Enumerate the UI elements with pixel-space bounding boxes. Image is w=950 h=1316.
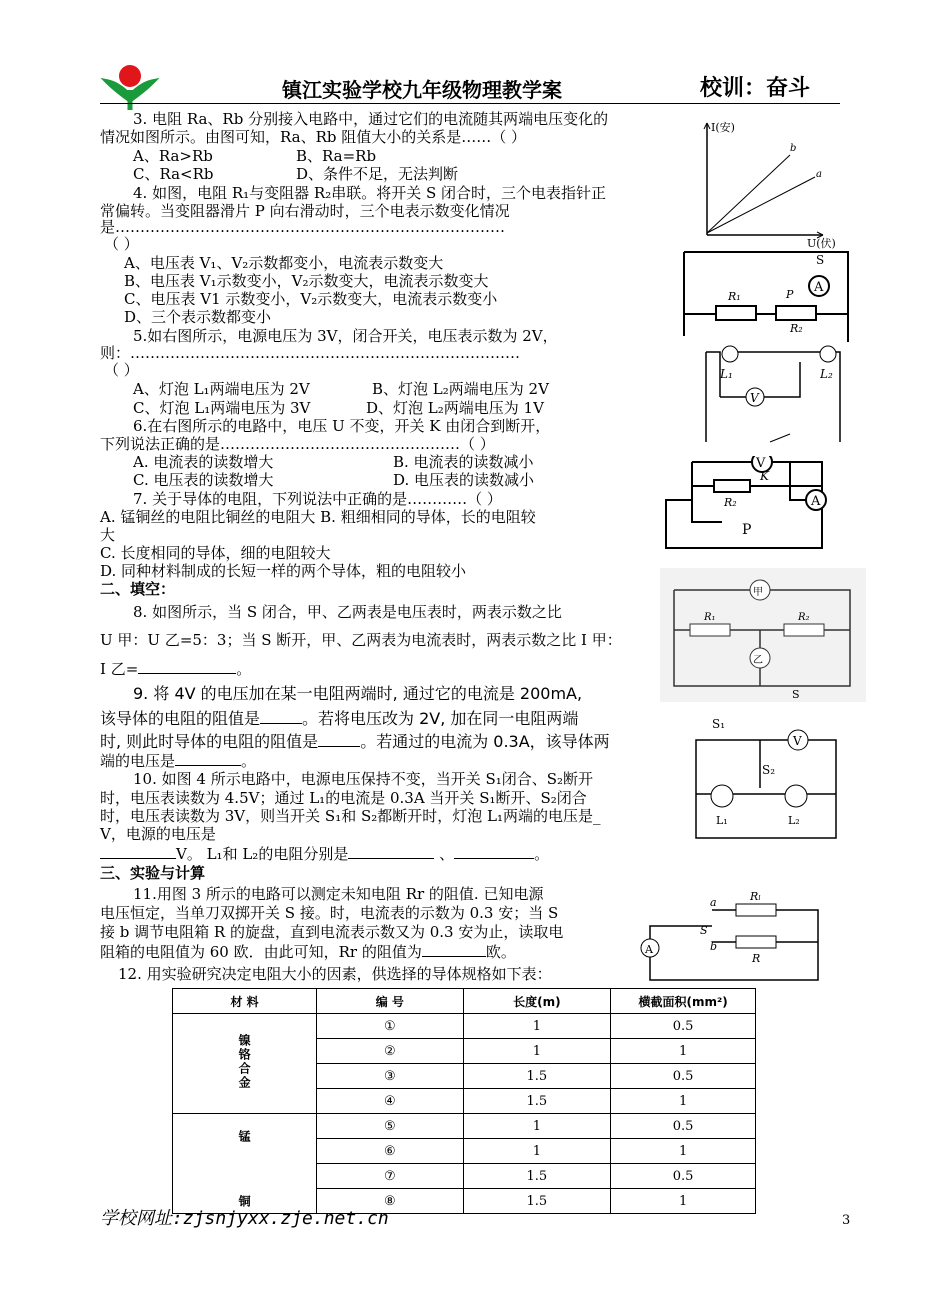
fig6-l1: L₁ — [716, 814, 728, 827]
cell-area: 0.5 — [611, 1164, 756, 1189]
cell-no: ⑥ — [317, 1139, 463, 1164]
table-header-length: 长度(m) — [463, 989, 611, 1014]
q11-line1: 11.用图 3 所示的电路可以测定未知电阻 Rr 的阻值. 已知电源 — [133, 885, 544, 903]
cell-area: 0.5 — [611, 1064, 756, 1089]
q10-line5: V。 L₁和 L₂的电阻分别是 、 。 — [100, 844, 549, 863]
fig4-r2: R₂ — [724, 496, 737, 509]
q4-option-a: A、电压表 V₁、V₂示数都变小，电流表示数变大 — [124, 254, 444, 272]
q4-line4: （ ） — [104, 235, 139, 253]
cell-length: 1 — [463, 1114, 611, 1139]
q4-line2: 常偏转。当变阻器滑片 P 向右滑动时，三个电表示数变化情况 — [100, 202, 510, 220]
fig6-s2: S₂ — [762, 763, 776, 777]
fig5-s: S — [792, 688, 800, 701]
fig6-v: V — [793, 734, 802, 748]
q9-line1: 9. 将 4V 的电压加在某一电阻两端时, 通过它的电流是 200mA, — [133, 684, 583, 703]
fig1-ylabel: I(安) — [711, 121, 735, 134]
q4-option-c: C、电压表 V1 示数变小，V₂示数变大，电流表示数变小 — [124, 290, 498, 308]
cell-no: ⑤ — [317, 1114, 463, 1139]
cell-area: 1 — [611, 1139, 756, 1164]
q12-line1: 12. 用实验研究决定电阻大小的因素，供选择的导体规格如下表： — [118, 965, 552, 983]
fig2-r2: R₂ — [790, 322, 803, 335]
table-row — [173, 1014, 756, 1039]
material-manganese: 锰 — [173, 1114, 317, 1164]
fig6-s1: S₁ — [712, 717, 726, 731]
fig5-r2: R₂ — [798, 612, 810, 623]
q7-option-d: D. 同种材料制成的长短一样的两个导体，粗的电阻较小 — [100, 562, 467, 580]
q9-answer-blank-1[interactable] — [260, 709, 302, 724]
q6-option-a: A. 电流表的读数增大 — [133, 453, 274, 471]
q6-option-d: D. 电压表的读数减小 — [393, 471, 535, 489]
fig5-jia: 甲 — [753, 587, 763, 598]
cell-length: 1.5 — [463, 1189, 611, 1214]
figure-q5-circuit — [700, 342, 860, 444]
fig1-label-a: a — [816, 169, 822, 180]
cell-length: 1.5 — [463, 1064, 611, 1089]
page-number: 3 — [842, 1213, 851, 1228]
q8-answer-blank[interactable] — [138, 659, 236, 674]
conductor-spec-table — [172, 988, 756, 1214]
q10-answer-blank-3[interactable] — [454, 844, 534, 859]
q4-line3: 是…………………………………………………………………… — [100, 218, 506, 236]
cell-area: 1 — [611, 1089, 756, 1114]
q9-answer-blank-2[interactable] — [318, 732, 360, 747]
q3-option-a: A、Ra>Rb — [133, 147, 213, 165]
fig6-l2: L₂ — [788, 814, 800, 827]
q7-option-c: C. 长度相同的导体，细的电阻较大 — [100, 544, 331, 562]
cell-length: 1.5 — [463, 1164, 611, 1189]
q5-option-c: C、灯泡 L₁两端电压为 3V — [133, 399, 311, 417]
footer-site: 学校网址:zjsnjyxx.zje.net.cn — [100, 1208, 389, 1229]
material-copper: 铜 — [173, 1164, 317, 1214]
q9-line4: 端的电压是 。 — [100, 752, 257, 770]
fig7-r: R — [752, 952, 761, 965]
q5-line2: 则：…………………………………………………………………… — [100, 344, 521, 362]
q3-line1: 3. 电阻 Ra、Rb 分别接入电路中，通过它们的电流随其两端电压变化的 — [133, 110, 609, 128]
fig1-xlabel: U(伏) — [807, 237, 836, 250]
q10-line4: V，电源的电压是 — [100, 825, 216, 843]
table-row — [173, 1164, 756, 1189]
q8-line1: 8. 如图所示，当 S 闭合，甲、乙两表是电压表时，两表示数之比 — [133, 603, 562, 621]
q7-option-a-cont: 大 — [100, 526, 116, 544]
fig5-yi: 乙 — [753, 655, 763, 666]
cell-no: ② — [317, 1039, 463, 1064]
q6-line2: 下列说法正确的是…………………………………………（ ） — [100, 435, 495, 453]
figure-q4-circuit — [676, 246, 856, 346]
q6-option-c: C. 电压表的读数增大 — [133, 471, 274, 489]
q11-line3: 接 b 调节电阻箱 R 的旋盘，直到电流表示数又为 0.3 安为止，读取电 — [100, 923, 564, 941]
q3-option-d: D、条件不足，无法判断 — [296, 165, 459, 183]
table-header-row — [173, 989, 756, 1014]
q3-option-b: B、Ra=Rb — [296, 147, 377, 165]
q5-option-a: A、灯泡 L₁两端电压为 2V — [133, 380, 310, 398]
table-header-material: 材 料 — [173, 989, 317, 1014]
fig2-s: S — [816, 253, 825, 267]
fig2-r1: R₁ — [728, 290, 741, 303]
fig5-r1: R₁ — [704, 612, 716, 623]
cell-no: ③ — [317, 1064, 463, 1089]
cell-no: ⑧ — [317, 1189, 463, 1214]
section-experiment: 三、实验与计算 — [100, 864, 206, 882]
q5-line3: （ ） — [104, 361, 139, 379]
cell-length: 1 — [463, 1039, 611, 1064]
fig4-v: V — [756, 456, 766, 471]
fig1-label-b: b — [790, 143, 797, 154]
q4-line1: 4. 如图，电阻 R₁与变阻器 R₂串联。将开关 S 闭合时，三个电表指针正 — [133, 184, 607, 202]
q9-line3: 时, 则此时导体的电阻的阻值是 。若通过的电流为 0.3A，该导体两 — [100, 732, 610, 751]
header-title: 镇江实验学校九年级物理教学案 — [282, 78, 562, 102]
cell-no: ④ — [317, 1089, 463, 1114]
material-nichrome: 镍铬合金 — [173, 1014, 317, 1114]
q11-line2: 电压恒定，当单刀双掷开关 S 接。时，电流表的示数为 0.3 安；当 S — [100, 904, 559, 922]
cell-length: 1.5 — [463, 1089, 611, 1114]
q10-line2: 时，电压表读数为 4.5V；通过 L₁的电流是 0.3A 当开关 S₁断开、S₂闭合 — [100, 789, 587, 807]
figure-q11-circuit — [636, 890, 828, 986]
q6-option-b: B. 电流表的读数减小 — [393, 453, 534, 471]
cell-area: 1 — [611, 1039, 756, 1064]
fig4-p: P — [742, 522, 752, 538]
cell-length: 1 — [463, 1014, 611, 1039]
fig7-ammeter: A — [645, 943, 653, 956]
q10-line1: 10. 如图 4 所示电路中，电源电压保持不变，当开关 S₁闭合、S₂断开 — [133, 770, 594, 788]
figure-q10-circuit — [690, 714, 840, 848]
cell-area: 1 — [611, 1189, 756, 1214]
q4-option-d: D、三个表示数都变小 — [124, 308, 272, 326]
table-row — [173, 1114, 756, 1139]
q10-answer-blank-1[interactable] — [100, 844, 176, 859]
school-logo-icon — [100, 60, 160, 112]
q3-line2: 情况如图所示。由图可知，Ra、Rb 阻值大小的关系是……（ ） — [100, 128, 527, 146]
header-motto: 校训：奋斗 — [700, 76, 811, 101]
cell-area: 0.5 — [611, 1114, 756, 1139]
cell-area: 0.5 — [611, 1014, 756, 1039]
q7-option-a: A. 锰铜丝的电阻比铜丝的电阻大 B. 粗细相同的导体，长的电阻较 — [100, 508, 536, 526]
q11-line4: 阻箱的电阻值为 60 欧．由此可知，Rr 的阻值为 欧。 — [100, 943, 516, 961]
q7-line1: 7. 关于导体的电阻，下列说法中正确的是…………（ ） — [133, 490, 502, 508]
fig3-l1: L₁ — [720, 367, 733, 381]
cell-no: ⑦ — [317, 1164, 463, 1189]
q9-answer-blank-3[interactable] — [175, 751, 241, 766]
fig2-ammeter: A — [814, 280, 824, 295]
q5-line1: 5.如右图所示，电源电压为 3V，闭合开关，电压表示数为 2V， — [133, 327, 558, 345]
cell-length: 1 — [463, 1139, 611, 1164]
fig3-v: V — [750, 391, 759, 405]
fig7-s: S — [700, 924, 708, 937]
fig7-rx: Rₗ — [750, 890, 761, 903]
fig4-a: A — [811, 494, 821, 509]
q11-answer-blank[interactable] — [422, 942, 486, 957]
table-header-number: 编 号 — [317, 989, 463, 1014]
q9-line2: 该导体的电阻的阻值是 。若将电压改为 2V, 加在同一电阻两端 — [100, 709, 579, 728]
q8-line2: U 甲：U 乙=5：3；当 S 断开，甲、乙两表为电流表时，两表示数之比 I 甲： — [100, 631, 622, 649]
q6-line1: 6.在右图所示的电路中，电压 U 不变，开关 K 由闭合到断开， — [133, 417, 551, 435]
q4-option-b: B、电压表 V₁示数变小，V₂示数变大，电流表示数变大 — [124, 272, 489, 290]
q5-option-b: B、灯泡 L₂两端电压为 2V — [372, 380, 549, 398]
fig3-l2: L₂ — [820, 367, 833, 381]
cell-no: ① — [317, 1014, 463, 1039]
fig2-p: P — [786, 288, 794, 301]
q10-answer-blank-2[interactable] — [348, 844, 434, 859]
section-fill-in: 二、填空： — [100, 580, 176, 598]
fig7-b: b — [710, 940, 718, 953]
q5-option-d: D、灯泡 L₂两端电压为 1V — [366, 399, 544, 417]
header-rule — [100, 103, 840, 104]
table-header-area: 横截面积(mm²) — [611, 989, 756, 1014]
q8-line3: I 乙= 。 — [100, 660, 252, 678]
q10-line3: 时，电压表读数为 3V，则当开关 S₁和 S₂都断开时，灯泡 L₁两端的电压是_ — [100, 807, 601, 825]
figure-q8-circuit — [660, 568, 866, 702]
fig4-k: K — [760, 469, 769, 483]
figure-q6-circuit — [662, 456, 852, 554]
q3-option-c: C、Ra<Rb — [133, 165, 214, 183]
fig7-a: a — [710, 896, 717, 909]
figure-iu-graph — [695, 115, 845, 250]
